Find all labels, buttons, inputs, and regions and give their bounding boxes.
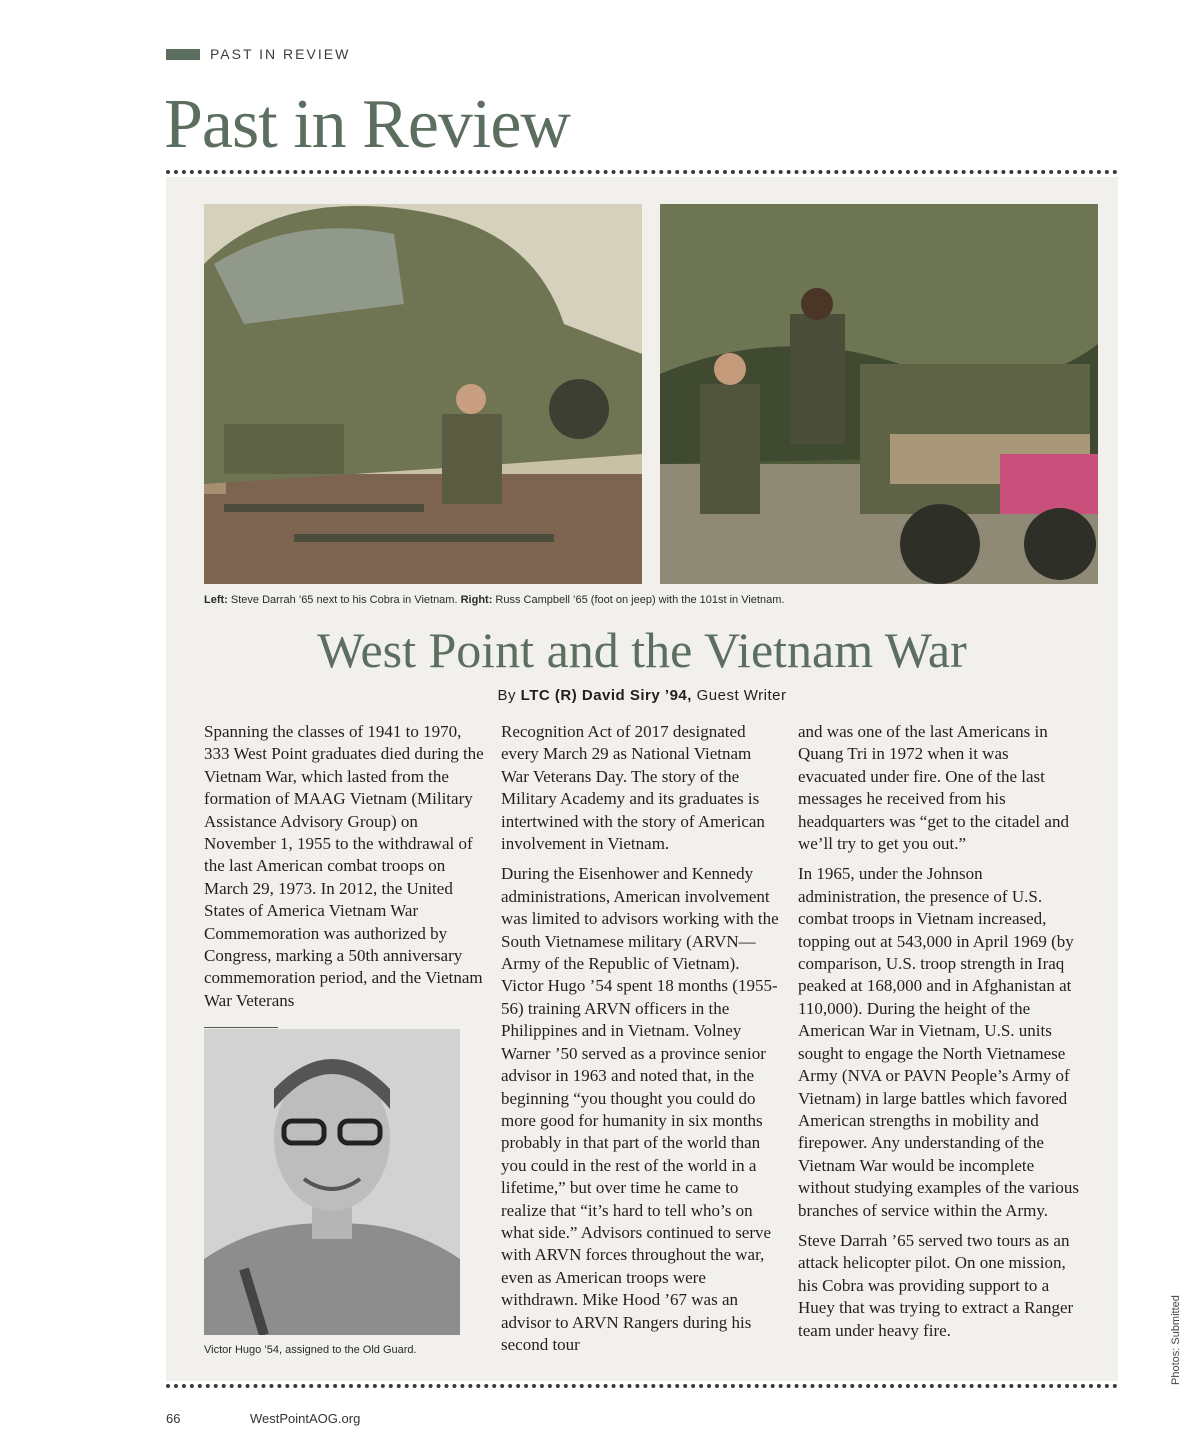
section-tag [166,46,350,62]
portrait-caption: Victor Hugo ’54, assigned to the Old Guard. [204,1344,417,1356]
article-column-3 [798,721,1080,1350]
page-number: 66 [166,1411,181,1426]
caption-right-label: Right: [460,594,493,606]
byline-prefix: By [497,687,521,704]
footer-site-link[interactable]: WestPointAOG.org [250,1411,361,1426]
article-column-2 [501,721,783,1364]
byline [166,687,1118,704]
paragraph: Spanning the classes of 1941 to 1970, 333 West Point graduates died during the Vietnam War, which lasted from the formation of MAAG Vietnam (Military Assistance Advisory Group) on November 1, 1955 to the withdrawal of the last American combat troops on March 29, 1973. In 2012, the United States of America Vietnam War Commemoration was authorized by Congress, marking a 50th anniversary commemoration period, and the Vietnam War Veterans [204,722,484,1010]
paragraph: and was one of the last Americans in Quang Tri in 1972 when it was evacuated under fire. One of the last messages he received from his headquarters was “get to the citadel and we’ll try to get you out.” [798,722,1069,854]
top-photo-caption [204,594,784,606]
victor-hugo-portrait-photo [204,1029,460,1335]
caption-left-text: Steve Darrah ’65 next to his Cobra in Vietnam. [227,594,461,606]
paragraph: During the Eisenhower and Kennedy administrations, American involvement was limited to advisors working with the South Vietnamese military (ARVN—Army of the Republic of Vietnam). Victor Hugo ’54 spent 18 months (1955-56) training ARVN officers in the Philippines and in Vietnam. Volney Warner ’50 served as a province senior advisor in 1963 and noted that, in the beginning “you thought you could do more good for humanity in six months probably in that part of the world than you could in the rest of the world in a lifetime,” but over time he came to realize that “it’s hard to tell who’s on what side.” Advisors continued to serve with ARVN forces throughout the war, even as American troops were withdrawn. Mike Hood ’67 was an advisor to ARVN Rangers during his second tour [501,864,779,1354]
jeep-photo [660,204,1098,584]
byline-suffix: Guest Writer [691,687,787,704]
paragraph: Recognition Act of 2017 designated every March 29 as National Vietnam War Veterans Day. The story of the Military Academy and its graduates is intertwined with the story of American involvement in Vietnam. [501,722,765,854]
bottom-dotted-divider [166,1384,1118,1388]
section-tag-bar [166,49,200,60]
top-dotted-divider [166,170,1118,174]
page-title: Past in Review [164,86,570,163]
photo-credit: Photos: Submitted [1170,1295,1182,1385]
article-panel [166,177,1118,1381]
column-rule [204,1027,278,1028]
cobra-helicopter-photo [204,204,642,584]
caption-right-text: Russ Campbell ’65 (foot on jeep) with the 101st in Vietnam. [492,594,785,606]
paragraph: Steve Darrah ’65 served two tours as an attack helicopter pilot. On one mission, his Cobra was providing support to a Huey that was trying to extract a Ranger team under heavy fire. [798,1230,1074,1340]
caption-left-label: Left: [204,594,228,606]
article-column-1 [204,721,486,1020]
article-headline: West Point and the Vietnam War [317,622,967,678]
section-label: PAST IN REVIEW [210,46,351,62]
paragraph: In 1965, under the Johnson administration, the presence of U.S. combat troops in Vietnam increased, topping out at 543,000 in April 1969 (by comparison, U.S. troop strength in Iraq peaked at 168,000 and in Afghanistan at 110,000). During the height of the American War in Vietnam, U.S. units sought to engage the North Vietnamese Army (NVA or PAVN People’s Army of Vietnam) in large battles which favored American strengths in mobility and firepower. Any understanding of the Vietnam War would be incomplete without studying examples of the various branches of service within the Army. [798,864,1079,1220]
byline-author: LTC (R) David Siry ’94, [520,687,692,704]
